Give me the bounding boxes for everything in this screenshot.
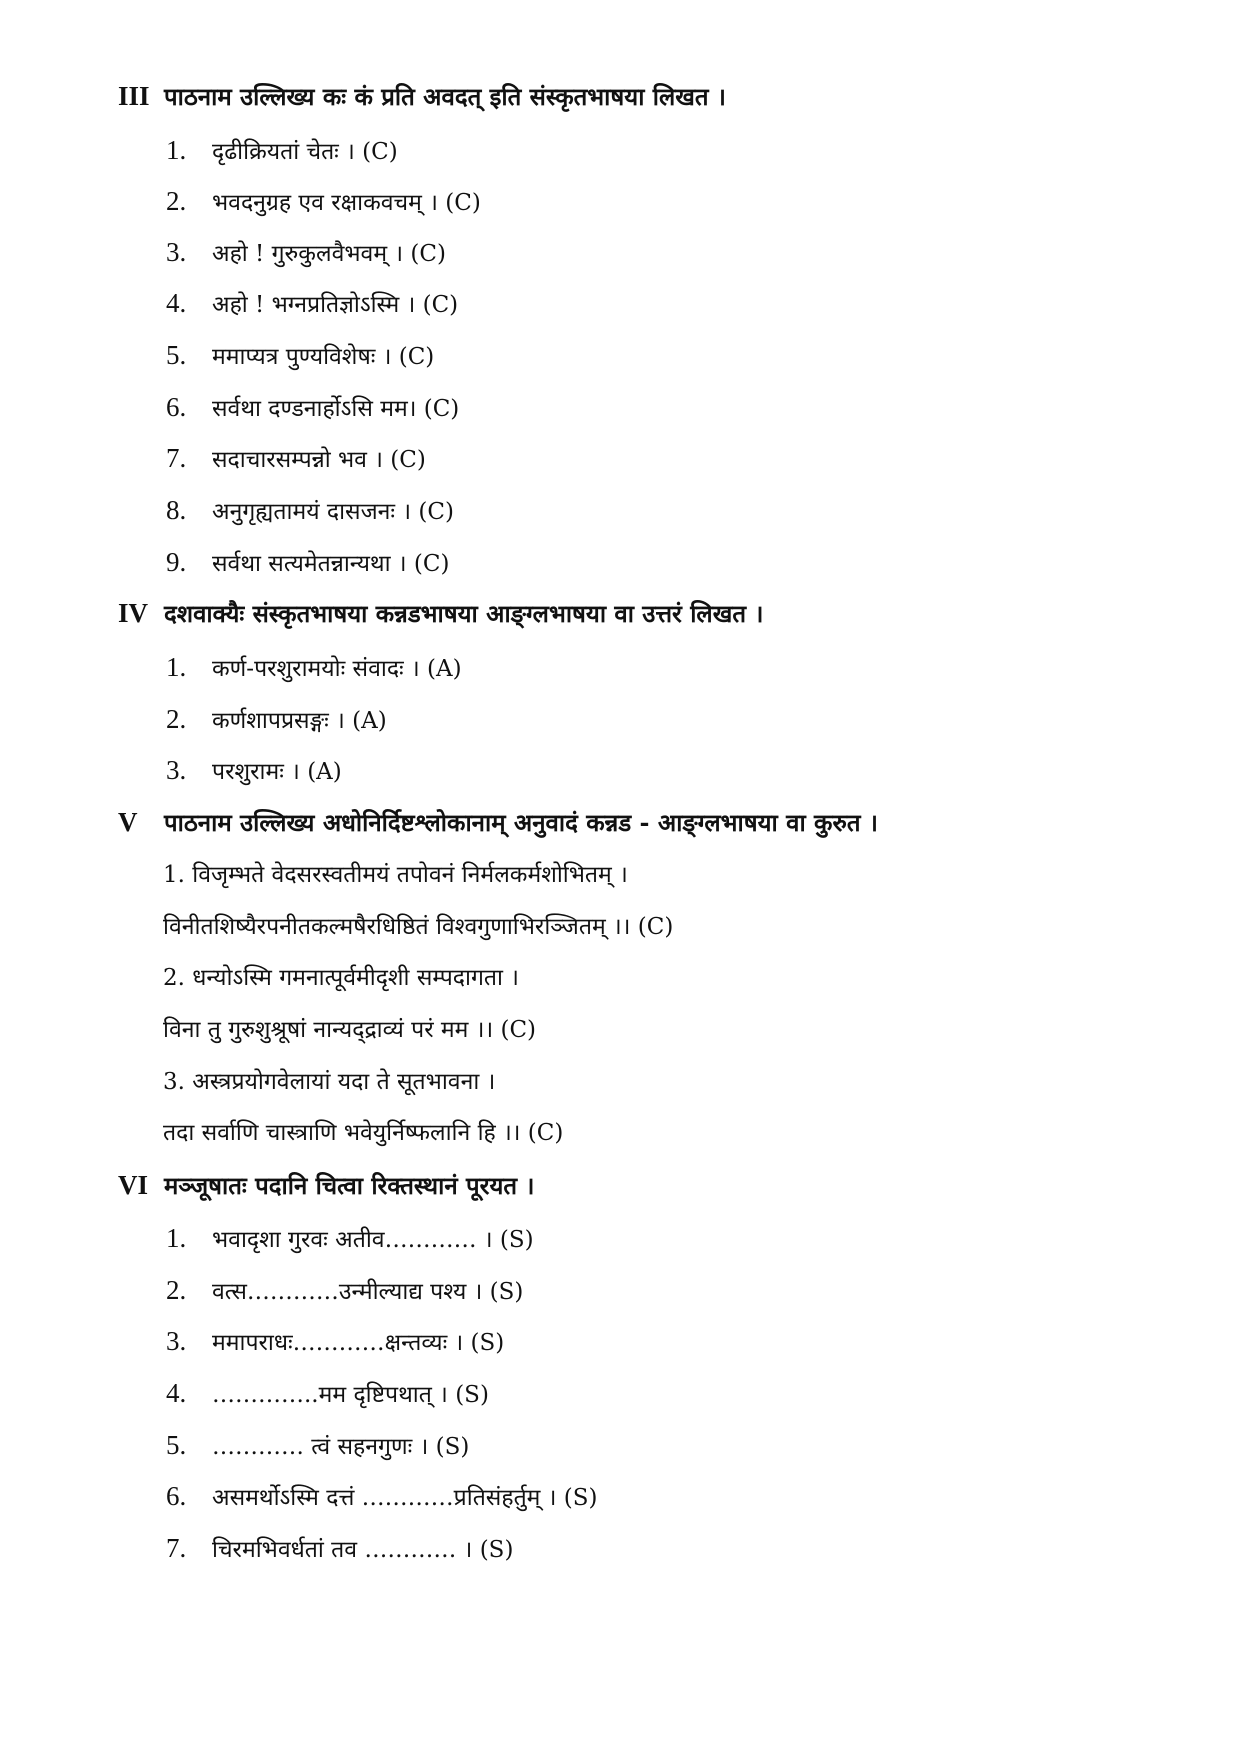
item-text: ………… त्वं सहनगुणः । (S)	[212, 1434, 470, 1460]
list-item	[166, 651, 462, 685]
item-number: 5.	[166, 1430, 187, 1460]
section-numeral: III	[118, 81, 150, 111]
item-number: 4.	[166, 288, 187, 318]
list-item	[166, 1377, 489, 1411]
item-text: ममाप्यत्र पुण्यविशेषः । (C)	[212, 344, 435, 370]
item-text: भवादृशा गुरवः अतीव………… । (S)	[212, 1227, 534, 1253]
list-item	[166, 1532, 513, 1566]
list-item	[166, 1325, 504, 1359]
item-text: अहो ! गुरुकुलवैभवम् । (C)	[212, 241, 446, 267]
list-item	[166, 1274, 523, 1308]
verse-line: 2. धन्योऽस्मि गमनात्पूर्वमीदृशी सम्पदागता ।	[163, 965, 519, 991]
list-item	[166, 134, 398, 168]
list-item	[166, 754, 342, 788]
section-heading-III	[118, 80, 726, 113]
item-number: 5.	[166, 340, 187, 370]
section-numeral: VI	[118, 1170, 149, 1200]
item-number: 9.	[166, 547, 187, 577]
item-number: 7.	[166, 443, 187, 473]
list-item	[166, 339, 434, 373]
section-heading-VI	[118, 1169, 535, 1202]
item-text: अहो ! भग्नप्रतिज्ञोऽस्मि । (C)	[212, 292, 459, 318]
item-number: 3.	[166, 1326, 187, 1356]
item-number: 2.	[166, 1275, 187, 1305]
verse-line: विना तु गुरुशुश्रूषां नान्यद्द्राव्यं परं मम ।। (C)	[163, 1017, 537, 1043]
item-text: सर्वथा सत्यमेतन्नान्यथा । (C)	[212, 551, 450, 577]
item-number: 2.	[166, 186, 187, 216]
list-item	[166, 391, 459, 425]
section-heading-IV	[118, 597, 763, 630]
item-text: ममापराधः…………क्षन्तव्यः । (S)	[212, 1330, 505, 1356]
item-number: 4.	[166, 1378, 187, 1408]
item-number: 7.	[166, 1533, 187, 1563]
list-item	[166, 546, 449, 580]
section-numeral: IV	[118, 598, 149, 628]
verse-line: 1. विजृम्भते वेदसरस्वतीमयं तपोवनं निर्मलकर्मशोभितम् ।	[163, 862, 628, 888]
item-text: दृढीक्रियतां चेतः । (C)	[212, 139, 398, 165]
item-number: 1.	[166, 652, 187, 682]
section-title: दशवाक्यैः संस्कृतभाषया कन्नडभाषया आङ्ग्लभाषया वा उत्तरं लिखत ।	[164, 599, 764, 628]
item-text: चिरमभिवर्धतां तव ………… । (S)	[212, 1537, 514, 1563]
item-text: वत्स…………उन्मील्याद्य पश्य । (S)	[212, 1279, 524, 1305]
item-number: 1.	[166, 1223, 187, 1253]
item-text: …………..मम दृष्टिपथात् । (S)	[212, 1382, 489, 1408]
list-item	[166, 236, 446, 270]
item-number: 3.	[166, 237, 187, 267]
verse-line: 3. अस्त्रप्रयोगवेलायां यदा ते सूतभावना ।	[163, 1069, 496, 1095]
item-text: असमर्थोऽस्मि दत्तं …………प्रतिसंहर्तुम् । (S)	[212, 1485, 598, 1511]
list-item	[166, 442, 426, 476]
list-item	[166, 1222, 534, 1256]
item-number: 1.	[166, 135, 187, 165]
section-title: पाठनाम उल्लिख्य अधोनिर्दिष्टश्लोकानाम् अनुवादं कन्नड - आङ्ग्लभाषया वा कुरुत ।	[164, 808, 878, 837]
item-text: परशुरामः । (A)	[212, 759, 342, 785]
section-title: मञ्जूषातः पदानि चित्वा रिक्तस्थानं पूरयत ।	[164, 1171, 535, 1200]
item-number: 8.	[166, 495, 187, 525]
item-text: भवदनुग्रह एव रक्षाकवचम् । (C)	[212, 190, 481, 216]
section-heading-V	[118, 806, 878, 839]
section-numeral: V	[118, 807, 138, 837]
section-title: पाठनाम उल्लिख्य कः कं प्रति अवदत् इति संस्कृतभाषया लिखत ।	[164, 82, 727, 111]
item-text: अनुगृह्यतामयं दासजनः । (C)	[212, 499, 454, 525]
item-number: 2.	[166, 704, 187, 734]
list-item	[166, 185, 481, 219]
item-number: 6.	[166, 1481, 187, 1511]
list-item	[166, 1480, 597, 1514]
list-item	[166, 494, 454, 528]
item-number: 3.	[166, 755, 187, 785]
item-text: सदाचारसम्पन्नो भव । (C)	[212, 447, 426, 473]
list-item	[166, 703, 387, 737]
item-text: सर्वथा दण्डनार्होऽसि मम। (C)	[212, 396, 460, 422]
verse-line: विनीतशिष्यैरपनीतकल्मषैरधिष्ठितं विश्वगुणाभिरञ्जितम् ।। (C)	[163, 914, 674, 940]
list-item	[166, 287, 458, 321]
item-number: 6.	[166, 392, 187, 422]
item-text: कर्ण-परशुरामयोः संवादः । (A)	[212, 656, 462, 682]
verse-line: तदा सर्वाणि चास्त्राणि भवेयुर्निष्फलानि हि ।। (C)	[163, 1120, 564, 1146]
list-item	[166, 1429, 469, 1463]
item-text: कर्णशापप्रसङ्गः । (A)	[212, 708, 387, 734]
